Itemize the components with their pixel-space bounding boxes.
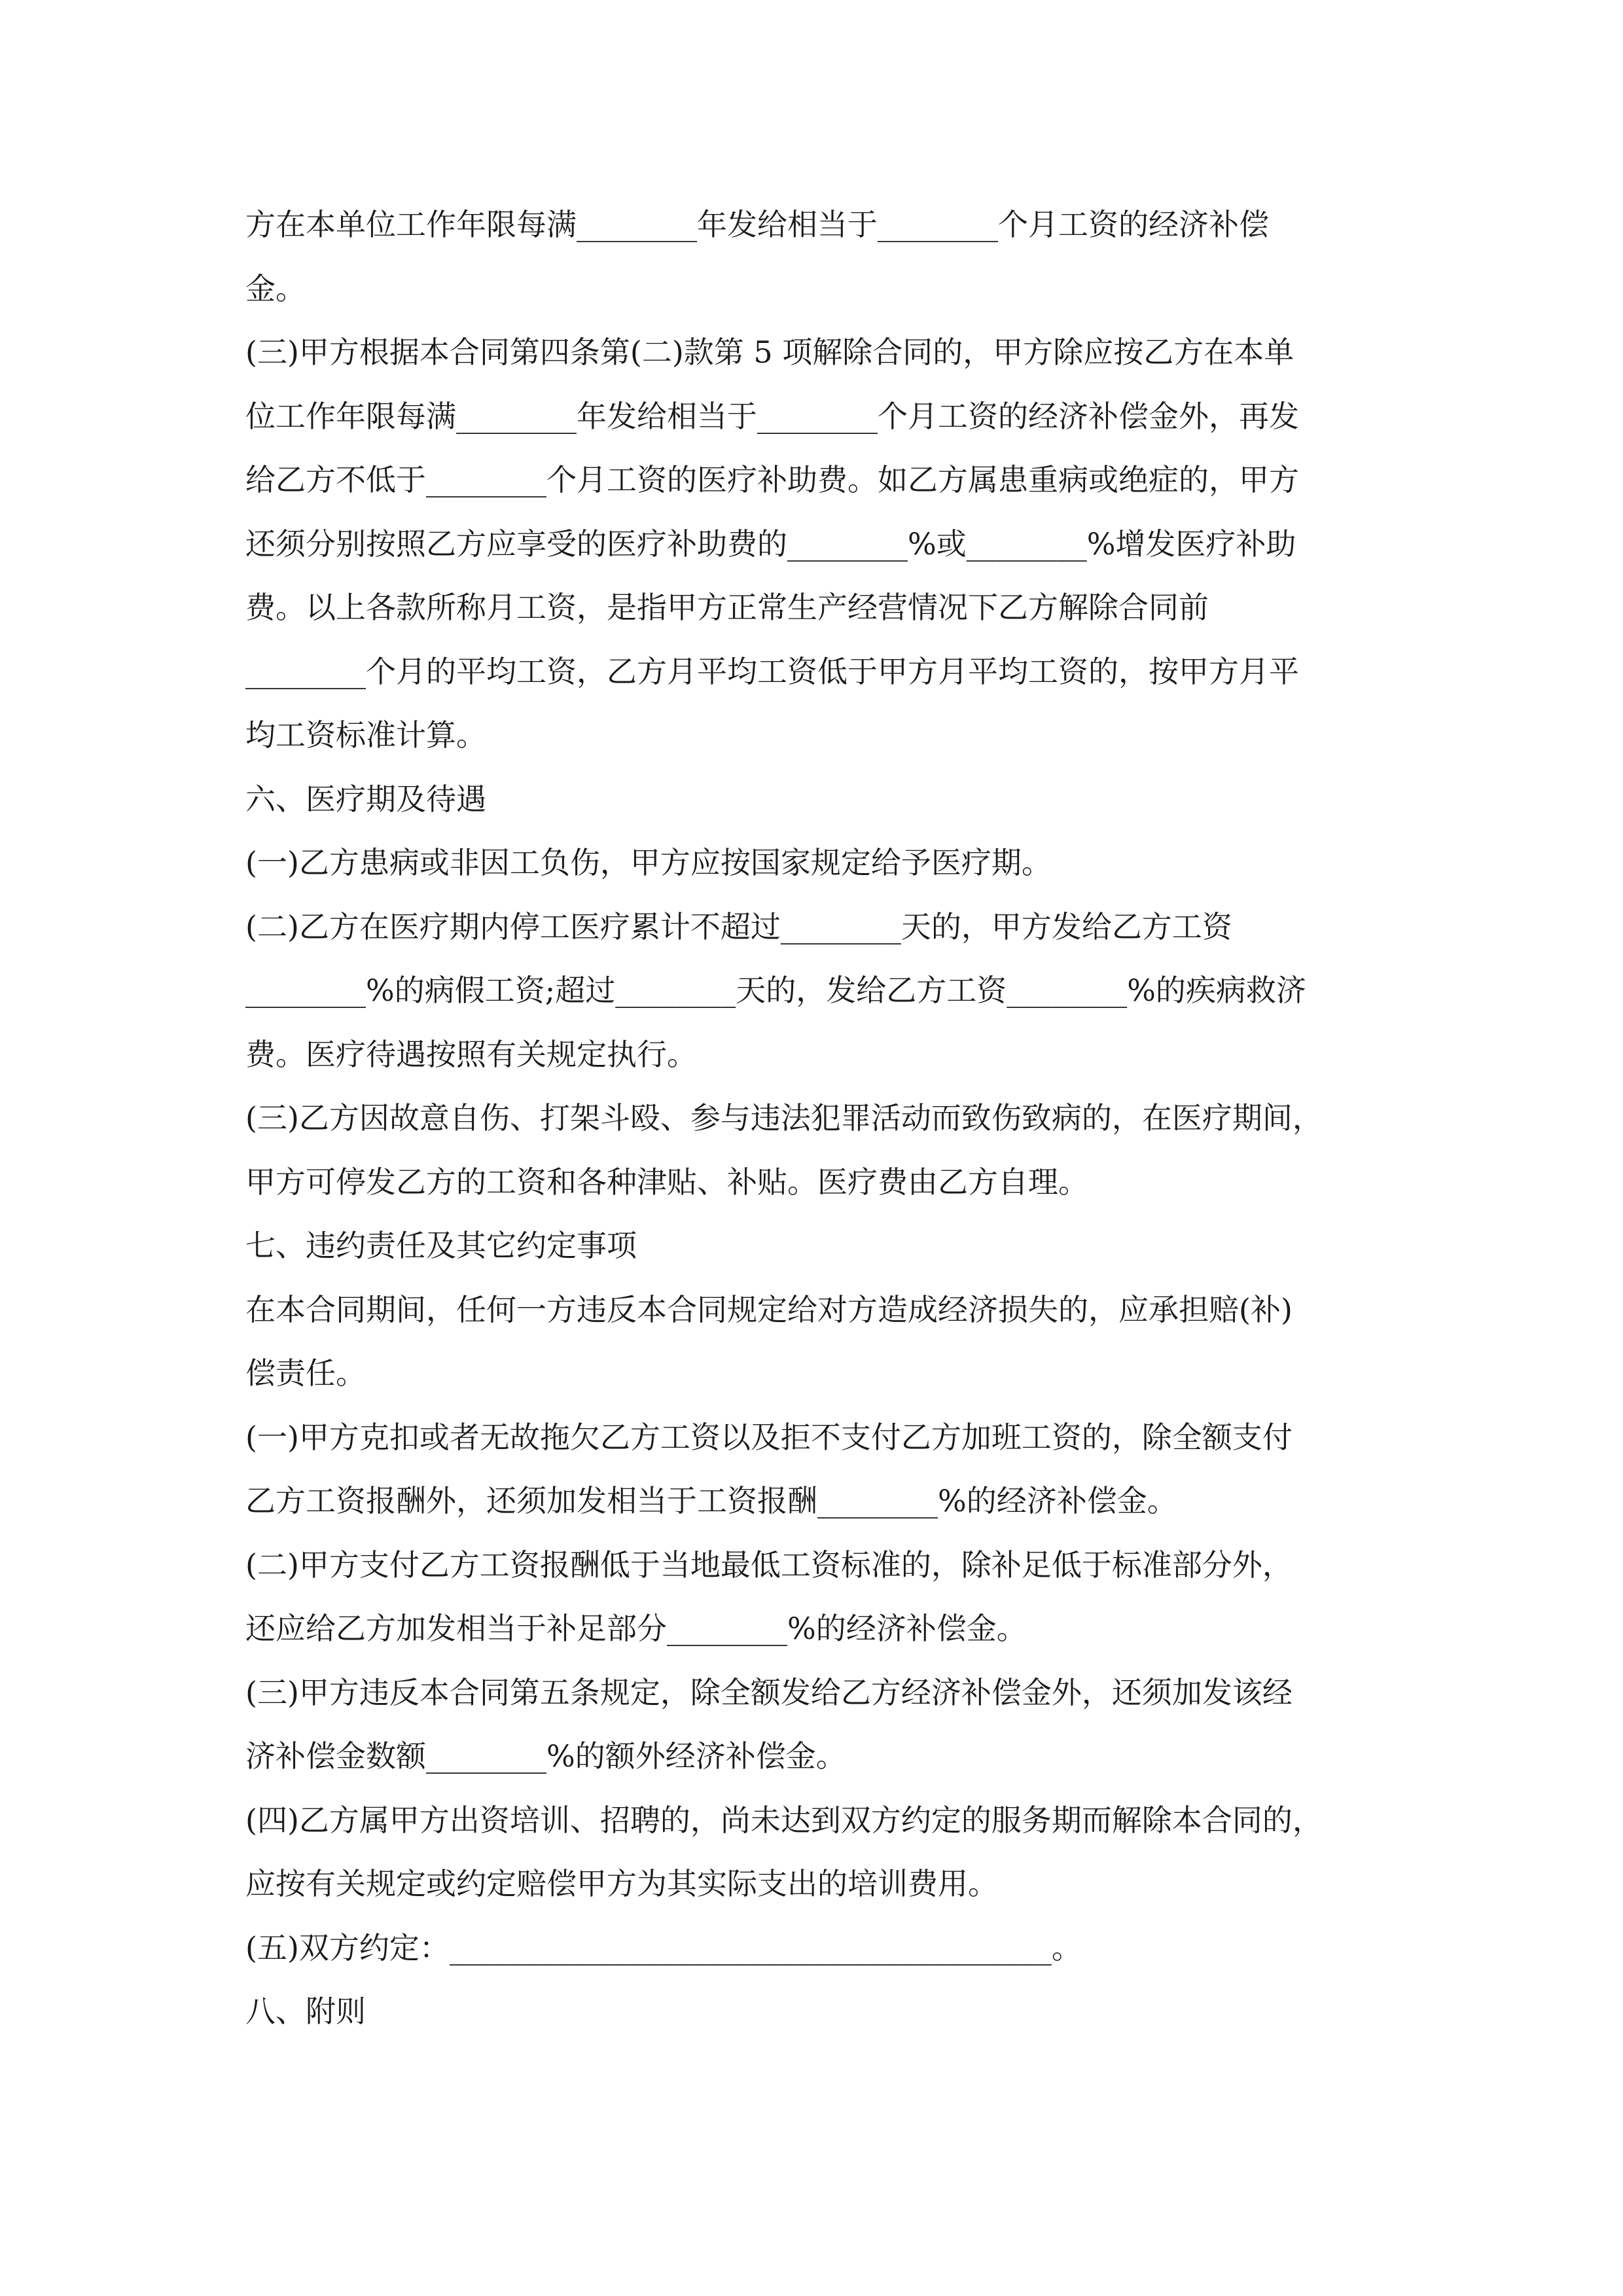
text-line: 方在本单位工作年限每满________年发给相当于________个月工资的经济补偿 bbox=[245, 207, 1269, 242]
text-line: 金。 bbox=[245, 270, 306, 306]
text-line: 费。医疗待遇按照有关规定执行。 bbox=[245, 1036, 697, 1072]
text-line: (二)乙方在医疗期内停工医疗累计不超过________天的，甲方发给乙方工资 bbox=[245, 908, 1232, 944]
section-heading: 七、违约责任及其它约定事项 bbox=[245, 1228, 637, 1263]
text-line: (一)乙方患病或非因工负伤，甲方应按国家规定给予医疗期。 bbox=[245, 845, 1052, 880]
text-line: 偿责任。 bbox=[245, 1355, 366, 1391]
text-line: (三)乙方因故意自伤、打架斗殴、参与违法犯罪活动而致伤致病的，在医疗期间， bbox=[245, 1100, 1323, 1136]
document-page bbox=[245, 193, 1384, 2044]
text-line: 均工资标准计算。 bbox=[245, 717, 486, 753]
text-line: ________个月的平均工资，乙方月平均工资低于甲方月平均工资的，按甲方月平 bbox=[245, 653, 1299, 689]
text-line: ________%的病假工资;超过________天的，发给乙方工资________%的疾病救济 bbox=[245, 973, 1306, 1008]
text-line: (五)双方约定：________________________________________。 bbox=[245, 1929, 1082, 1965]
text-line: (三)甲方违反本合同第五条规定，除全额发给乙方经济补偿金外，还须加发该经 bbox=[245, 1674, 1293, 1710]
text-line: 乙方工资报酬外，还须加发相当于工资报酬________%的经济补偿金。 bbox=[245, 1483, 1177, 1518]
text-line: 还应给乙方加发相当于补足部分________%的经济补偿金。 bbox=[245, 1611, 1027, 1646]
text-line: 济补偿金数额________%的额外经济补偿金。 bbox=[245, 1738, 846, 1774]
section-heading: 八、附则 bbox=[245, 1994, 366, 2029]
text-line: (一)甲方克扣或者无故拖欠乙方工资以及拒不支付乙方加班工资的，除全额支付 bbox=[245, 1419, 1293, 1455]
text-line: 给乙方不低于________个月工资的医疗补助费。如乙方属患重病或绝症的，甲方 bbox=[245, 462, 1299, 497]
text-line: 甲方可停发乙方的工资和各种津贴、补贴。医疗费由乙方自理。 bbox=[245, 1164, 1088, 1200]
text-line: (四)乙方属甲方出资培训、招聘的，尚未达到双方约定的服务期而解除本合同的， bbox=[245, 1802, 1323, 1838]
section-heading: 六、医疗期及待遇 bbox=[245, 781, 486, 817]
text-line: 还须分别按照乙方应享受的医疗补助费的________%或________%增发医疗补助 bbox=[245, 526, 1296, 562]
text-line: 应按有关规定或约定赔偿甲方为其实际支出的培训费用。 bbox=[245, 1866, 998, 1901]
text-line: 在本合同期间，任何一方违反本合同规定给对方造成经济损失的，应承担赔(补) bbox=[245, 1291, 1293, 1327]
text-line: (三)甲方根据本合同第四条第(二)款第 5 项解除合同的，甲方除应按乙方在本单 bbox=[245, 334, 1294, 370]
text-line: 费。以上各款所称月工资，是指甲方正常生产经营情况下乙方解除合同前 bbox=[245, 590, 1209, 625]
text-line: (二)甲方支付乙方工资报酬低于当地最低工资标准的，除补足低于标准部分外， bbox=[245, 1547, 1293, 1583]
text-line: 位工作年限每满________年发给相当于________个月工资的经济补偿金外，再发 bbox=[245, 398, 1299, 434]
